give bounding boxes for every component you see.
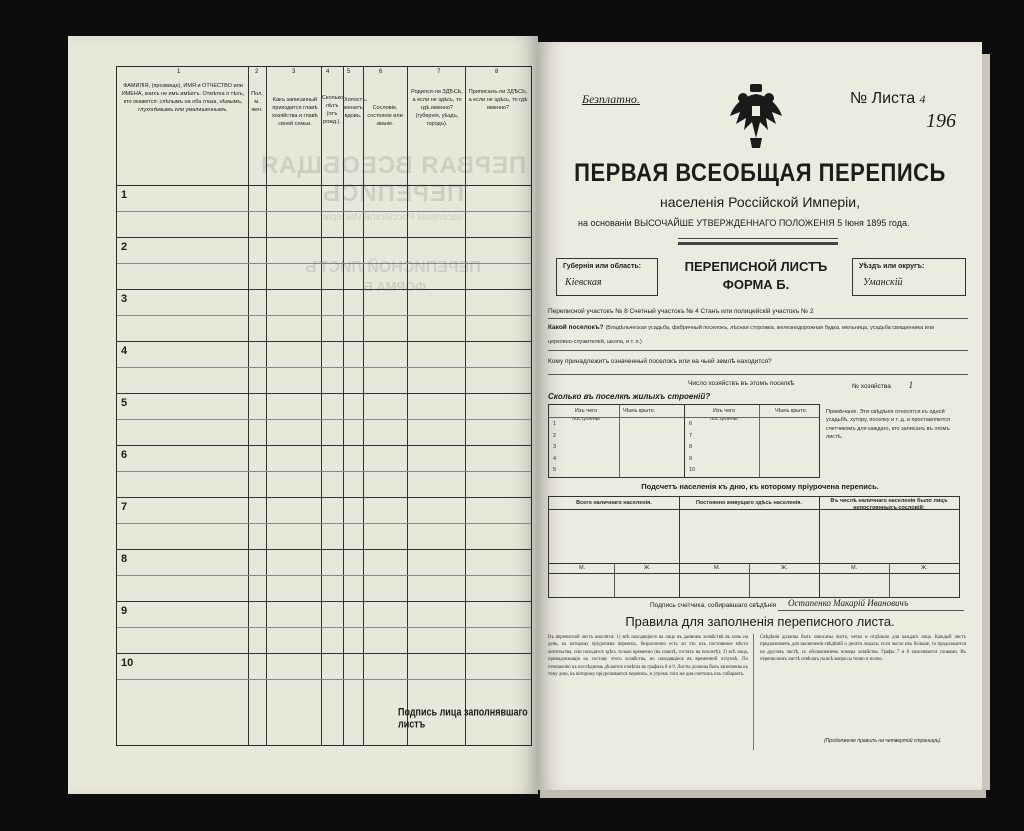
column-divider [266,67,267,745]
uezd-value: Уманскій [863,277,903,288]
signature-label: Подпись лица заполнявшаго листъ [398,706,528,730]
buildings-question: Сколько въ поселкѣ жилыхъ строеній? [548,392,711,401]
column-divider [321,67,322,745]
col6-header: Сословіе, состояніе или званіе. [367,105,403,127]
pop-col3: Въ числѣ наличнаго населенія было лицъ непостоянныхъ сословій: [830,498,948,512]
settlement-label: Какой поселокъ? [548,324,604,331]
census-table [116,66,532,746]
form-title: ПЕРЕПИСНОЙ ЛИСТЪ ФОРМА Б. [684,259,828,292]
row-number: 7 [121,501,128,513]
column-number: 6 [379,69,383,75]
table-header [117,67,531,186]
row-number: 10 [121,657,134,669]
counter-signature-value: Остапенко Макарій Ивановичъ [788,598,909,608]
counter-signature-label: Подпись счетчика, собиравшаго свѣдѣнія [650,602,777,609]
column-divider [343,67,344,745]
male-label: М. [851,565,858,571]
row-number: 6 [121,449,128,461]
uezd-box [852,258,966,296]
col2-header: Пол. м. жен. [251,91,263,113]
double-headed-eagle-icon [726,82,786,152]
note-text: Примѣчаніе. Эти свѣдѣнія относятся къ одной усадьбѣ, хутору, поселку и т. д. и проставляются счетчикомъ для каждаго, кто записанъ въ этомъ листѣ. [826,409,951,440]
left-page [68,36,538,794]
column-number: 3 [292,69,296,75]
row-number: 9 [121,605,128,617]
column-number: 2 [255,69,259,75]
column-number: 1 [177,69,181,75]
column-number: 5 [347,69,351,75]
household-number-label: № хозяйства 1 [852,380,914,390]
pop-col1: Всего наличнаго населенія. [576,500,652,506]
settlement-note: (Владѣльческая усадьба, фабричный поселокъ, лѣсная сторожка, железнодорожная будка, мельница, усадьба священника или [605,325,935,331]
gubernia-box [556,258,658,296]
sheet-number-value: 4 [919,92,926,106]
build-rows-right: 6 7 8 9 10 [689,421,696,473]
population-title: Подсчетъ населенія къ дню, къ которому пріурочена перепись. [641,482,879,491]
sheet-number: № Листа 4 [850,90,926,107]
male-label: М. [714,565,721,571]
column-number: 4 [326,69,330,75]
female-label: Ж. [781,565,788,571]
col8-header: Приписанъ-ли ЗДѢСЬ, а если не здѣсь, то гдѣ именно? [468,89,528,111]
rules-left: Въ переписной листъ вносятся: 1) всѣ находящіеся на лицо въ данномъ хозяйствѣ въ ночь на день, къ которому пріурочена перепись, безразлично есть ли это ихъ постоянное мѣсто жительства, или находятся здѣсь только временно (въ извозѣ, гостяхъ на ночлегѣ); 2) всѣ лица, принадлежащія къ составу этого хозяйства, но находящіеся въ временной отлучкѣ. По отношенію къ послѣднимъ дѣлается отмѣтка въ графахъ 8 и 9. Листы должны быть заполнены къ тому дню, къ которому пріурочивается перепись, и утромъ того же дня счетчикъ ихъ собираетъ. [548,635,748,678]
rules-title: Правила для заполненія переписного листа. [625,614,895,629]
column-number: 7 [437,69,441,75]
col4-header: Сколько лѣтъ (отъ рожд.). [322,95,343,125]
population-table [548,496,960,598]
pop-col2: Постоянно живущаго здѣсь населенія. [695,500,803,506]
buildings-table [548,404,820,478]
row-number: 3 [121,293,128,305]
build-header: Чѣмъ крыто. [775,408,808,414]
households-label: Число хозяйствъ въ этомъ поселкѣ [688,380,795,387]
settlement-note-2: церковно-служителей, школа, и т. п.) [548,339,642,345]
column-number: 8 [495,69,499,75]
column-divider [363,67,364,745]
rules-footnote: (Продолженіе правилъ на четвертой страницѣ). [824,738,942,744]
page-title: ПЕРВАЯ ВСЕОБЩАЯ ПЕРЕПИСЬ [574,158,946,187]
uezd-label: Уѣздъ или округъ: [859,263,925,270]
household-number-value: 1 [908,380,914,390]
build-header: Изъ чего построены [572,408,600,423]
handwritten-number: 196 [926,110,956,132]
female-label: Ж. [644,565,651,571]
col5-header: Холостъ, женатъ, вдовъ. [344,97,368,119]
row-number: 5 [121,397,128,409]
gubernia-value: Кіевская [565,277,602,288]
free-label: Безплатно. [582,92,640,106]
land-owner-question: Кому принадлежитъ означенный поселокъ или на чьей землѣ находится? [548,358,772,365]
build-rows-left: 1 2 3 4 5 [553,421,557,473]
settlement-line [548,324,968,332]
row-number: 4 [121,345,128,357]
column-divider [248,67,249,745]
column-divider [407,67,408,745]
legal-basis: на основаніи ВЫСОЧАЙШЕ УТВЕРЖДЕННАГО ПОЛОЖЕНІЯ 5 Іюня 1895 года. [578,218,910,228]
subtitle: населенія Россійской Имперіи, [660,194,860,210]
right-page [538,42,982,790]
col7-header: Родился-ли ЗДѢСЬ, а если не здѣсь, то гдѣ именно? (губернія, уѣздъ, городъ). [411,89,463,127]
row-number: 8 [121,553,128,565]
district-line: Переписной участокъ № 8 Счетный участокъ № 4 Станъ или полицейскій участокъ № 2 [548,308,814,315]
build-header: Чѣмъ крыто. [623,408,656,414]
gubernia-label: Губернія или область: [563,263,642,270]
rules-right: Свѣдѣнія должны быть записаны чисто, четко и отдѣльно для каждаго лица. Каждый листъ предназначенъ для заключенія свѣдѣній о десяти лицахъ; если число ихъ больше, то продолжается на другомъ листѣ, съ обозначеніемъ номера хозяйства. Графы 7 и 8 заполняются словами. Въ переписномъ листѣ отвѣчать на всѣ вопросы точно и полно. [760,635,966,663]
column-divider [465,67,466,745]
bleed-through-text: ПЕРВАЯ ВСЕОБЩАЯ ПЕРЕПИСЬ населенія Россійской Имперіи ПЕРЕПИСНОЙ ЛИСТЪ ФОРМА Б. [259,152,527,294]
row-number: 1 [121,189,128,201]
build-header: Изъ чего построены [710,408,738,423]
col1-header: ФАМИЛІЯ, (прозвище), ИМЯ и ОТЧЕСТВО или ИМЕНА, коихъ не имъ имѣетъ. Отмѣтка о тѣхъ, кто окажется: слѣпымъ на оба глаза, нѣмымъ, глухонѣмымъ или умалишеннымъ. [121,83,245,113]
row-number: 2 [121,241,128,253]
female-label: Ж. [921,565,928,571]
col3-header: Какъ записанный приходится главѣ хозяйства и главѣ своей семьи. [271,97,319,127]
male-label: М. [579,565,586,571]
